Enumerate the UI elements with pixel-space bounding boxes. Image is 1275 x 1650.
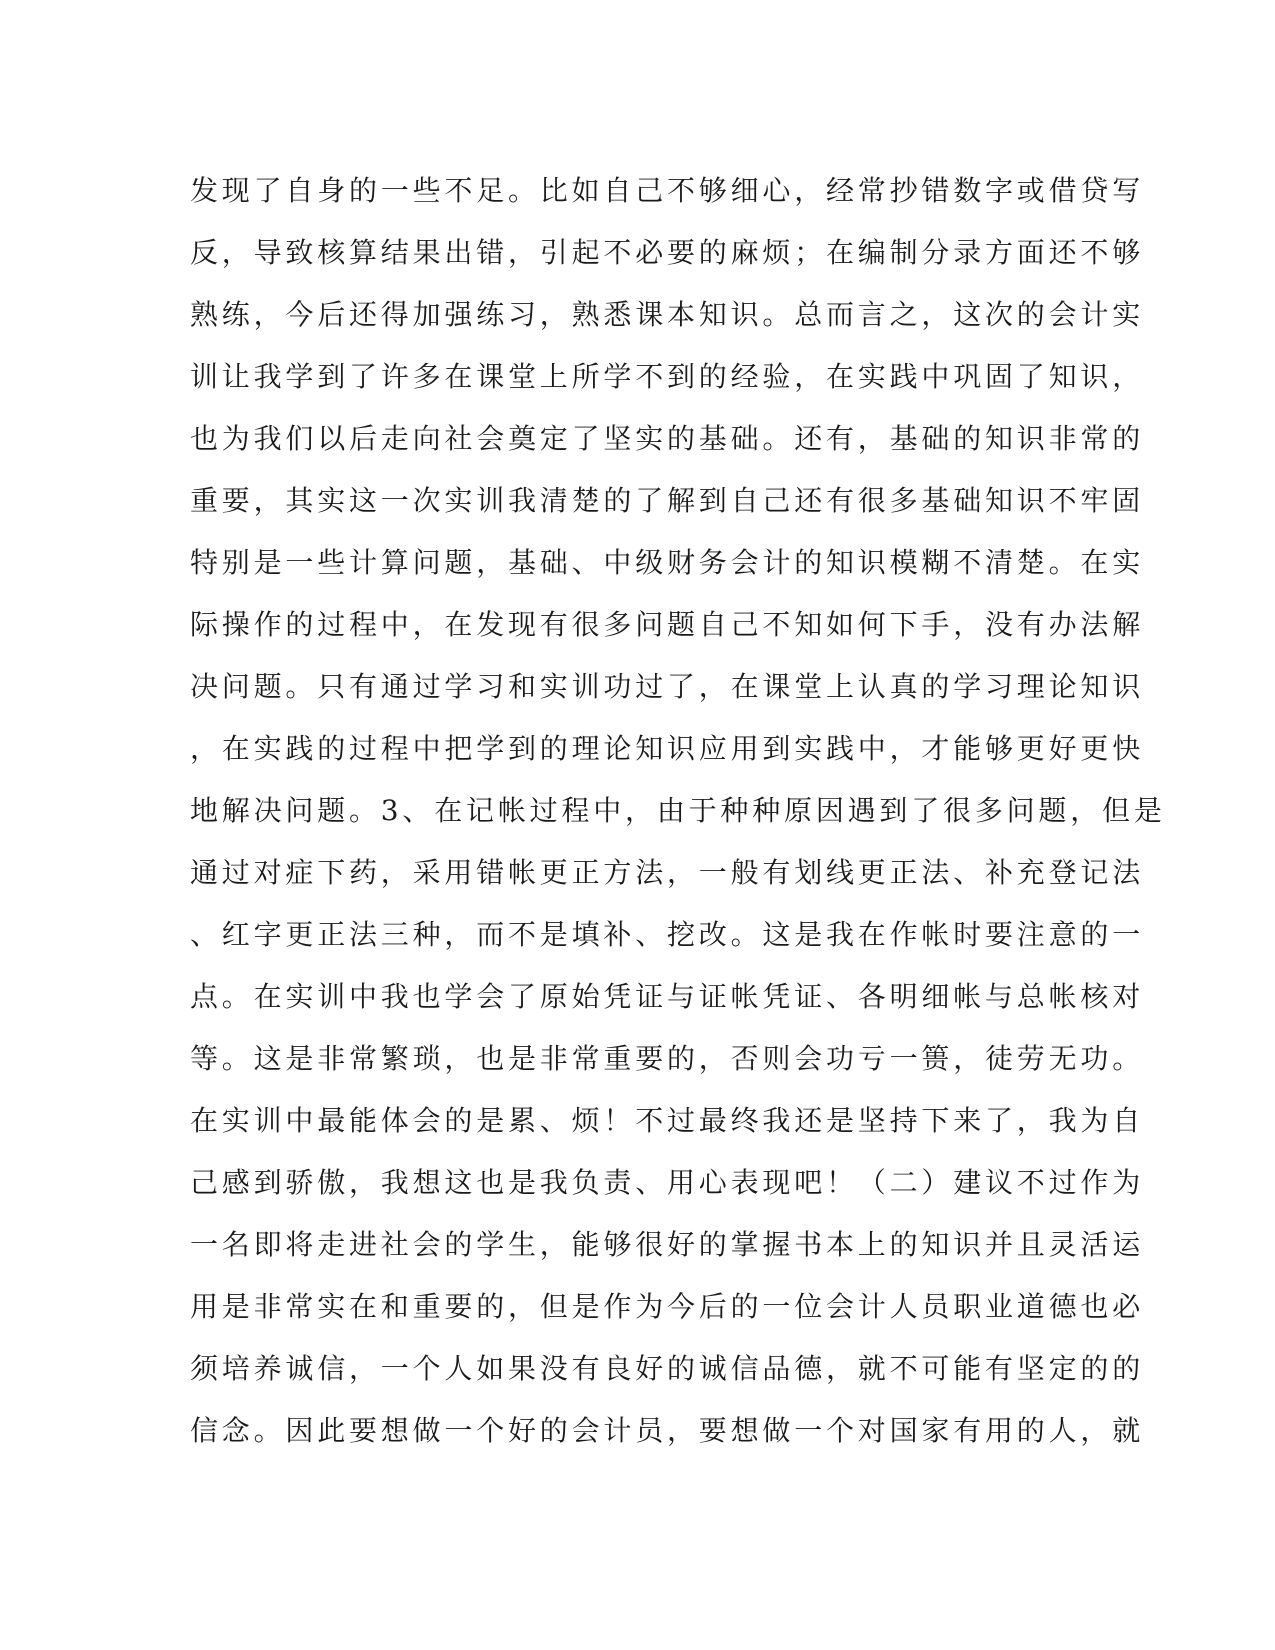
text-line: 、红字更正法三种，而不是填补、挖改。这是我在作帐时要注意的一 — [190, 918, 1145, 951]
text-line: 地解决问题。3、在记帐过程中，由于种种原因遇到了很多问题，但是 — [190, 794, 1166, 827]
text-line: 训让我学到了许多在课堂上所学不到的经验，在实践中巩固了知识， — [190, 360, 1145, 393]
text-line: 重要，其实这一次实训我清楚的了解到自己还有很多基础知识不牢固 — [190, 484, 1145, 517]
text-line: 也为我们以后走向社会奠定了坚实的基础。还有，基础的知识非常的 — [190, 422, 1145, 455]
text-line: 在实训中最能体会的是累、烦！不过最终我还是坚持下来了，我为自 — [190, 1104, 1145, 1137]
text-line: 际操作的过程中，在发现有很多问题自己不知如何下手，没有办法解 — [190, 608, 1145, 641]
text-line: 通过对症下药，采用错帐更正方法，一般有划线更正法、补充登记法 — [190, 856, 1145, 889]
text-line: 用是非常实在和重要的，但是作为今后的一位会计人员职业道德也必 — [190, 1290, 1145, 1323]
text-line: 熟练，今后还得加强练习，熟悉课本知识。总而言之，这次的会计实 — [190, 298, 1145, 331]
text-line: 发现了自身的一些不足。比如自己不够细心，经常抄错数字或借贷写 — [190, 174, 1145, 207]
text-line: 决问题。只有通过学习和实训功过了，在课堂上认真的学习理论知识 — [190, 670, 1145, 703]
text-line: 信念。因此要想做一个好的会计员，要想做一个对国家有用的人，就 — [190, 1414, 1145, 1447]
text-line: 反，导致核算结果出错，引起不必要的麻烦；在编制分录方面还不够 — [190, 236, 1145, 269]
text-line: 特别是一些计算问题，基础、中级财务会计的知识模糊不清楚。在实 — [190, 546, 1145, 579]
text-line: 点。在实训中我也学会了原始凭证与证帐凭证、各明细帐与总帐核对 — [190, 980, 1145, 1013]
text-line: 等。这是非常繁琐，也是非常重要的，否则会功亏一篑，徒劳无功。 — [190, 1042, 1145, 1075]
text-line: 己感到骄傲，我想这也是我负责、用心表现吧！（二）建议不过作为 — [190, 1166, 1145, 1199]
body-text — [190, 160, 1166, 1462]
text-line: 须培养诚信，一个人如果没有良好的诚信品德，就不可能有坚定的的 — [190, 1352, 1145, 1385]
text-line: ，在实践的过程中把学到的理论知识应用到实践中，才能够更好更快 — [190, 732, 1145, 765]
text-line: 一名即将走进社会的学生，能够很好的掌握书本上的知识并且灵活运 — [190, 1228, 1145, 1261]
